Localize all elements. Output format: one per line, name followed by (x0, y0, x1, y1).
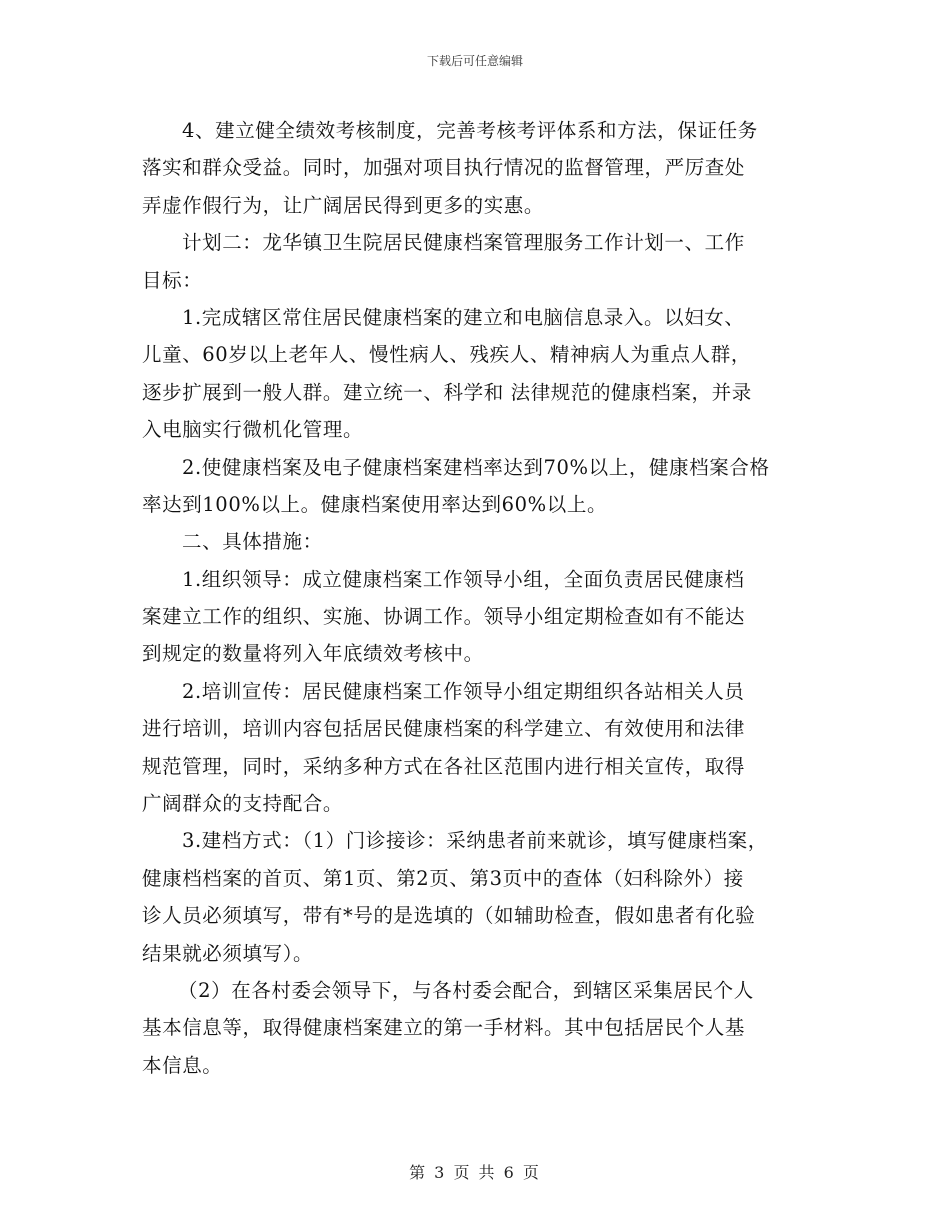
text-line: 1.完成辖区常住居民健康档案的建立和电脑信息录入。以妇女、 (182, 305, 745, 329)
text-line: 儿童、60岁以上老年人、慢性病人、残疾人、精神病人为重点人群， (142, 343, 751, 367)
text-line: 4、建立健全绩效考核制度，完善考核考评体系和方法，保证任务 (182, 119, 758, 142)
text-line: 1.组织领导：成立健康档案工作领导小组，全面负责居民健康档 (182, 567, 745, 591)
text-line: 率达到100%以上。健康档案使用率达到60%以上。 (142, 492, 608, 516)
text-line: 计划二：龙华镇卫生院居民健康档案管理服务工作计划一、工作 (182, 231, 745, 255)
text-line: 2.使健康档案及电子健康档案建档率达到70%以上，健康档案合格 (182, 455, 770, 479)
text-line: 入电脑实行微机化管理。 (142, 418, 364, 442)
text-line: 结果就必须填写）。 (142, 941, 314, 965)
text-line: 健康档档案的首页、第1页、第2页、第3页中的查体（妇科除外）接 (142, 866, 744, 890)
text-line: 案建立工作的组织、实施、协调工作。领导小组定期检查如有不能达 (142, 605, 746, 629)
text-line: 诊人员必须填写，带有*号的是选填的（如辅助检查，假如患者有化验 (142, 904, 756, 928)
text-line: 目标： (142, 268, 203, 292)
page-number: 第 3 页 共 6 页 (409, 1163, 541, 1182)
text-line: 弄虚作假行为，让广阔居民得到更多的实惠。 (142, 193, 545, 217)
text-line: 2.培训宣传：居民健康档案工作领导小组定期组织各站相关人员 (182, 679, 745, 703)
text-line: 本信息。 (142, 1053, 223, 1077)
header-note: 下载后可任意编辑 (426, 54, 523, 68)
text-line: 规范管理，同时，采纳多种方式在各社区范围内进行相关宣传，取得 (142, 754, 746, 778)
text-line: 广阔群众的支持配合。 (142, 792, 344, 816)
text-line: 到规定的数量将列入年底绩效考核中。 (142, 642, 484, 666)
text-line: 逐步扩展到一般人群。建立统一、科学和 法律规范的健康档案，并录 (142, 380, 752, 404)
text-line: 进行培训，培训内容包括居民健康档案的科学建立、有效使用和法律 (142, 717, 746, 741)
text-line: （2）在各村委会领导下，与各村委会配合，到辖区采集居民个人 (178, 978, 754, 1002)
text-line: 基本信息等，取得健康档案建立的第一手材料。其中包括居民个人基 (142, 1016, 746, 1040)
text-line: 落实和群众受益。同时，加强对项目执行情况的监督管理，严厉查处 (142, 156, 746, 180)
body-text (142, 112, 822, 1084)
text-line: 3.建档方式：（1）门诊接诊：采纳患者前来就诊，填写健康档案， (182, 829, 768, 853)
text-line: 二、具体措施： (182, 530, 323, 554)
